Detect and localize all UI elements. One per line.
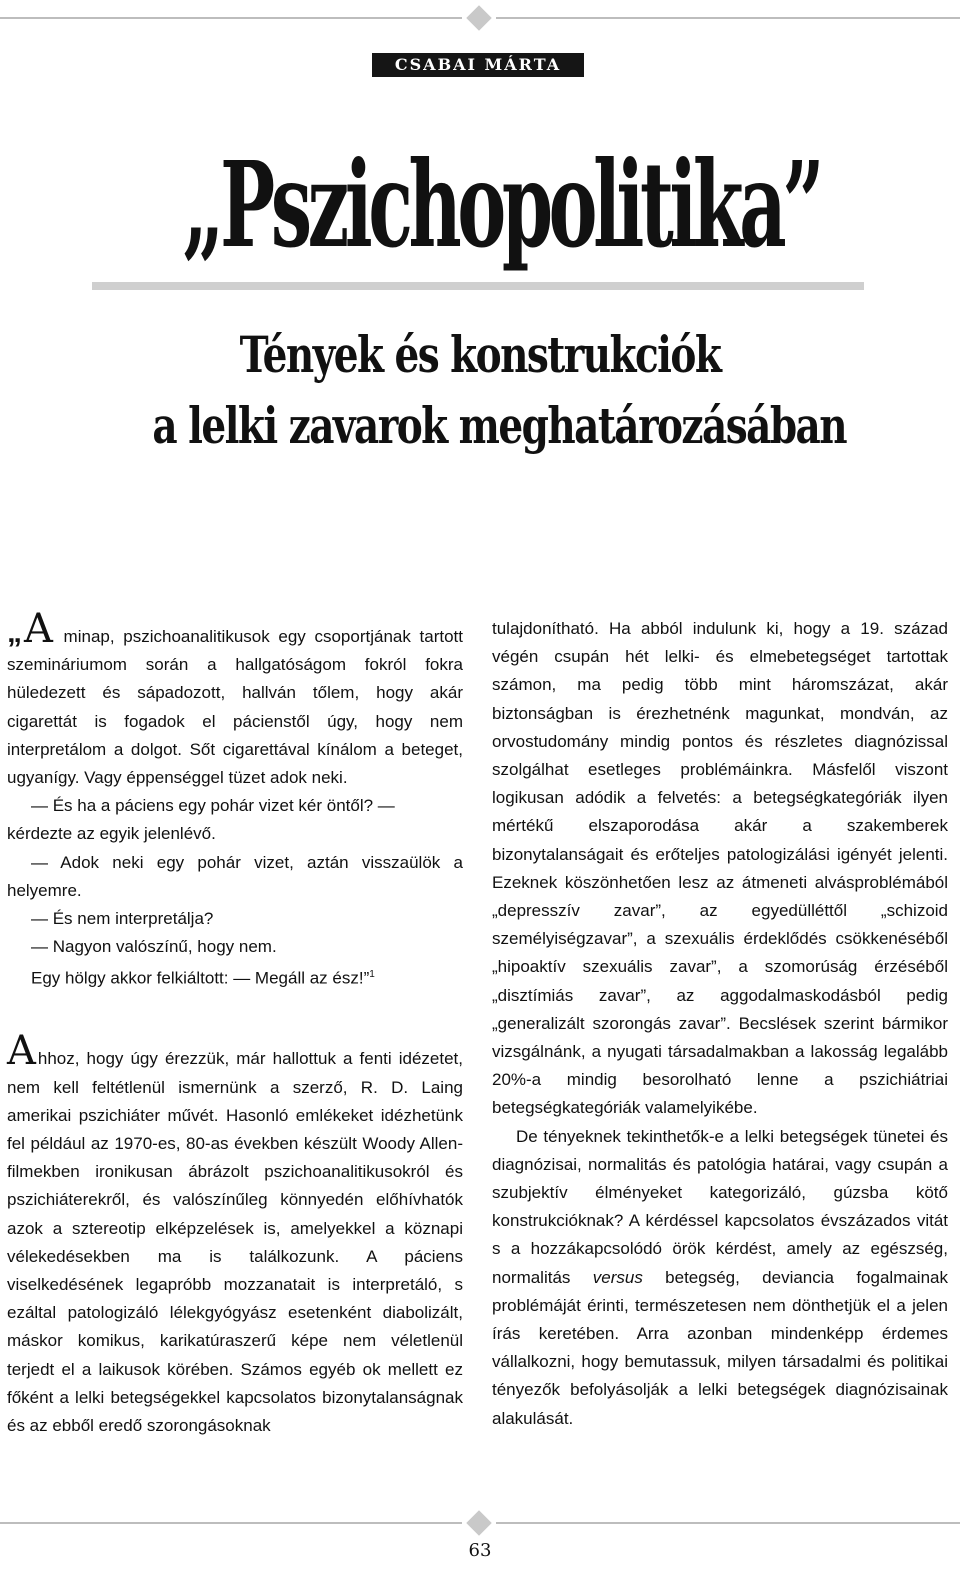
page-number: 63 bbox=[468, 1540, 492, 1561]
subtitle-line-1: Tények és konstrukciók bbox=[239, 325, 721, 384]
intro-paragraph bbox=[7, 606, 463, 792]
dialogue-line-1: — És ha a páciens egy pohár vizet kér öntől? — kérdezte az egyik jelenlévő. bbox=[7, 796, 395, 844]
author-name: CSABAI MÁRTA bbox=[372, 53, 584, 77]
body-paragraph bbox=[7, 1028, 463, 1440]
left-column bbox=[7, 606, 463, 1440]
subtitle-line-2: a lelki zavarok meghatározásában bbox=[152, 396, 847, 455]
dialogue-line-2: — Adok neki egy pohár vizet, aztán visszaülök a helyemre. bbox=[7, 852, 463, 900]
footnote-marker: 1 bbox=[369, 969, 375, 981]
intro-opening-quote: „ bbox=[7, 616, 22, 649]
top-diamond-ornament bbox=[466, 5, 491, 30]
right-paragraph-2-a: De tényeknek tekinthetők-e a lelki betegségek tünetei és diagnózisai, normalitás és patológia határai, vagy csupán a szubjektív élményeket kategorizáló, gúzsba kötő konstrukcióknak? A kérdéssel kapcsolatos évszázados vitát s a hozzákapcsolódó örök kérdést, amely az egészség, normalitás bbox=[492, 1126, 948, 1287]
bottom-diamond-ornament bbox=[466, 1510, 491, 1535]
intro-drop-cap: A bbox=[24, 606, 53, 652]
dialogue-line-4: — Nagyon valószínű, hogy nem. bbox=[31, 937, 277, 957]
right-column bbox=[492, 615, 948, 1433]
dialogue-line-5 bbox=[7, 961, 463, 993]
dialogue-line-3: — És nem interpretálja? bbox=[31, 909, 214, 929]
bottom-rule-left bbox=[0, 1522, 462, 1524]
article-title: „Pszichopolitika” bbox=[182, 135, 821, 274]
bottom-rule-right bbox=[496, 1522, 960, 1524]
right-paragraph-2-b: betegség, deviancia fogalmainak problémáját érinti, természetesen nem dönthetjük el a jelen írás keretében. Arra azonban mindenképp érdemes vállalkozni, hogy bemutassuk, milyen társadalmi és politikai tényezők befolyásolják a lelki betegségek diagnózisainak alakulását. bbox=[492, 1267, 948, 1428]
body-drop-cap: A bbox=[7, 1028, 36, 1075]
dialogue-line-5-text: Egy hölgy akkor felkiáltott: — Megáll az ész!” bbox=[31, 969, 370, 989]
top-rule-left bbox=[0, 17, 462, 19]
top-rule-right bbox=[496, 17, 960, 19]
right-paragraph-1: tulajdonítható. Ha abból indulunk ki, hogy a 19. század végén csupán hét lelki- és elmebetegséget tartottak számon, ma pedig több mint háromszázat, akár biztonságban is érezhetnénk magunkat, mondván, az orvostudomány mindig pontos és részletes diagnózissal szolgálhat esetleges problémáinkra. Másfelől viszont logikusan adódik a felvetés: a betegségkategóriák ilyen mértékű elszaporodása akár a szakemberek bizonytalanságait és erőteljes patologizálási igényét jelenti. Ezeknek köszönhetően lesz az átmeneti alvásproblémából „depresszív zavar”, az egyedülléttől „schizoid személyiségzavar”, a szexuális érdeklődés csökkenéséből „hipoaktív szexuális zavar”, a szomorúság érzéséből „disztímiás zavar”, az aggodalmaskodásból pedig „generalizált szorongás zavar”. Becslések szerint bármikor vizsgálnánk, a nyugati társadalmakban a lakosság legalább 20%-a mindig besorolható lenne a pszichiátriai betegségkategóriák valamelyikébe. bbox=[492, 619, 948, 1118]
right-paragraph-2-italic: versus bbox=[592, 1267, 643, 1287]
right-paragraph-2 bbox=[492, 1123, 948, 1433]
body-text: hhoz, hogy úgy érezzük, már hallottuk a fenti idézetet, nem kell feltétlenül ismernünk a szerző, R. D. Laing amerikai pszichiáter művét. Hasonló emlékeket idézhetünk fel például az 1970-es, 80-as években készült Woody Allen-filmekben ironikusan ábrázolt pszichoanalitikusokról és pszichiáterekről, és valószínűleg könnyedén előhívhatók azok a sztereotip elképzelések is, amelyekkel a köznapi vélekedésekben ma is találkozunk. A páciens viselkedésének legapróbb mozzanatait is interpretáló, s ezáltal patologizáló lélekgyógyász esetenként diabolizált, máskor komikus, karikatúraszerű képe nem véletlenül terjedt el a laikusok körében. Számos egyéb ok mellett ez főként a lelki betegségekkel kapcsolatos bizonytalanságnak és az ebből eredő szorongásoknak bbox=[7, 1049, 463, 1435]
section-gap bbox=[7, 993, 463, 1037]
intro-text: minap, pszichoanalitikusok egy csoportjának tartott szemináriumom során a hallgatóságom fokról fokra hüledezett és sápadozott, hallván tőlem, hogy akár cigarettát is fogadok el pácienstől úgy, hogy nem interpretálom a dolgot. Sőt cigarettával kínálom a beteget, ugyanígy. Vagy éppenséggel tüzet adok neki. bbox=[7, 627, 463, 788]
